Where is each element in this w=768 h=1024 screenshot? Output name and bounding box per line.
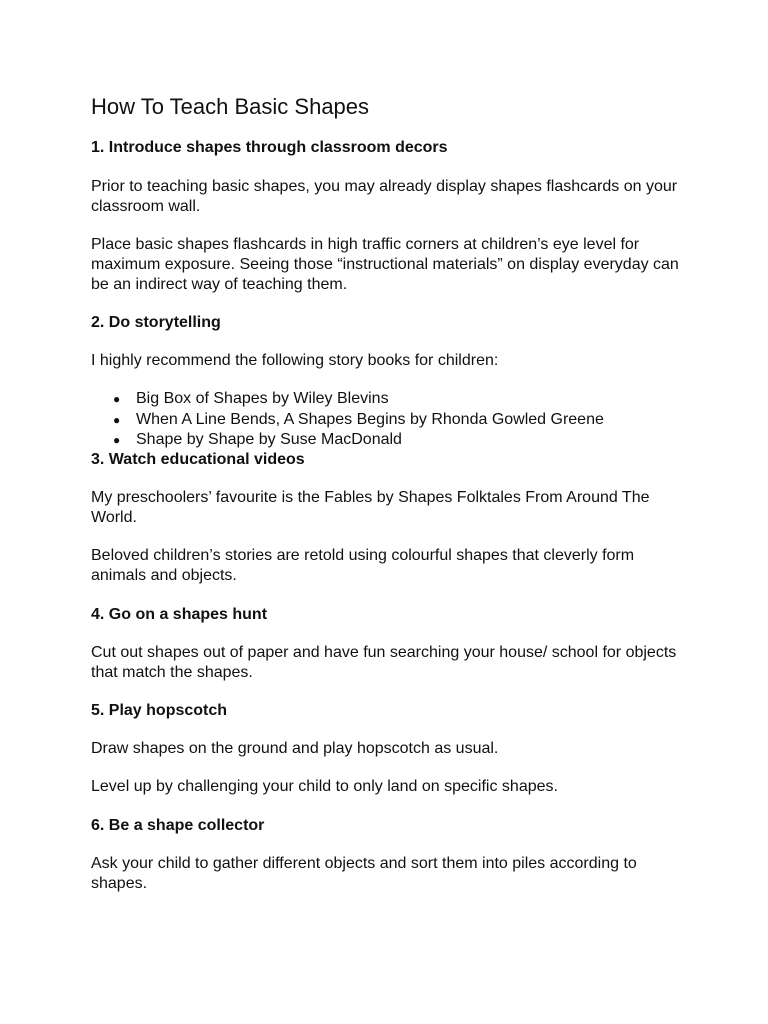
list-item-text: When A Line Bends, A Shapes Begins by Rhonda Gowled Greene: [136, 410, 604, 428]
paragraph: Draw shapes on the ground and play hopscotch as usual.: [91, 740, 499, 757]
paragraph: Place basic shapes flashcards in high traffic corners at children’s eye level for maximum exposure. Seeing those “instructional materials” on display everyday can be an indirect way of teaching them.: [91, 236, 679, 293]
list-item: [91, 410, 604, 431]
paragraph: Level up by challenging your child to only land on specific shapes.: [91, 778, 558, 795]
section-heading-6: 6. Be a shape collector: [91, 817, 265, 834]
paragraph: I highly recommend the following story books for children:: [91, 352, 499, 369]
paragraph: Beloved children’s stories are retold using colourful shapes that cleverly form animals and objects.: [91, 547, 635, 584]
list-item: [91, 389, 604, 410]
document-title: How To Teach Basic Shapes: [91, 94, 370, 119]
paragraph: Ask your child to gather different objects and sort them into piles according to shapes.: [91, 855, 637, 892]
paragraph: Cut out shapes out of paper and have fun searching your house/ school for objects that match the shapes.: [91, 644, 677, 681]
book-list: [91, 389, 604, 451]
list-item: [91, 430, 604, 451]
section-heading-4: 4. Go on a shapes hunt: [91, 606, 268, 623]
bullet-icon: ●: [113, 433, 121, 447]
paragraph: Prior to teaching basic shapes, you may already display shapes flashcards on your classroom wall.: [91, 178, 678, 215]
section-heading-1: 1. Introduce shapes through classroom decors: [91, 139, 448, 156]
bullet-icon: ●: [113, 392, 121, 406]
list-item-text: Shape by Shape by Suse MacDonald: [136, 431, 402, 448]
section-heading-2: 2. Do storytelling: [91, 314, 221, 331]
paragraph: My preschoolers’ favourite is the Fables by Shapes Folktales From Around The World.: [91, 489, 650, 526]
bullet-icon: ●: [113, 412, 121, 427]
section-heading-5: 5. Play hopscotch: [91, 702, 228, 719]
list-item-text: Big Box of Shapes by Wiley Blevins: [136, 390, 389, 407]
section-heading-3: 3. Watch educational videos: [91, 451, 305, 468]
